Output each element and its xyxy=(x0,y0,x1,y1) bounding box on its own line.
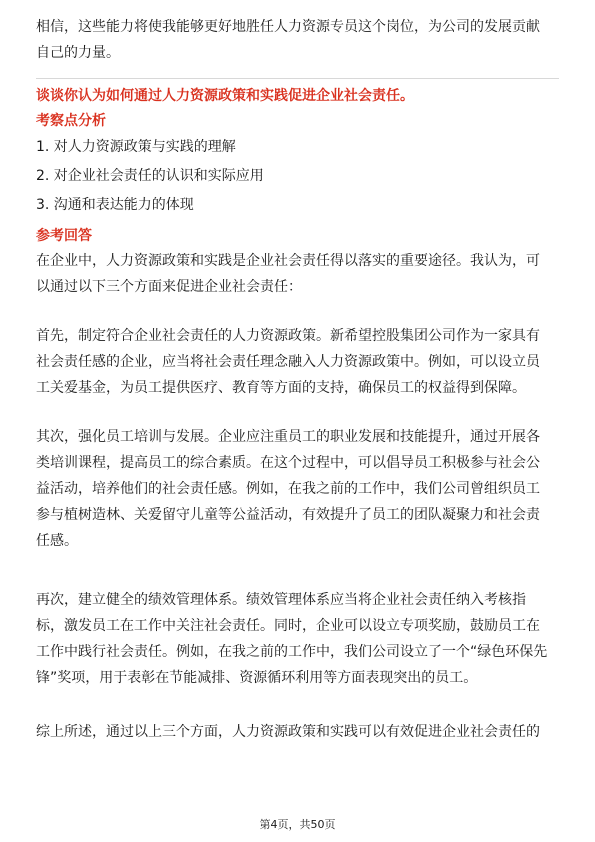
analysis-heading: 考察点分析 xyxy=(36,113,106,129)
document-page xyxy=(36,14,559,745)
text-line: 工关爱基金，为员工提供医疗、教育等方面的支持，确保员工的权益得到保障。 xyxy=(36,380,526,396)
list-item: 1. 对人力资源政策与实践的理解 xyxy=(36,139,236,155)
question-title: 谈谈你认为如何通过人力资源政策和实践促进企业社会责任。 xyxy=(36,88,414,104)
section-divider xyxy=(36,78,559,79)
list-item: 3. 沟通和表达能力的体现 xyxy=(36,197,194,213)
list-item: 2. 对企业社会责任的认识和实际应用 xyxy=(36,168,264,184)
intro-paragraph xyxy=(36,14,559,66)
text-line: 在企业中，人力资源政策和实践是企业社会责任得以落实的重要途径。我认为，可 xyxy=(36,253,540,269)
answer-heading: 参考回答 xyxy=(36,228,92,244)
page-footer: 第4页，共50页 xyxy=(259,818,336,831)
text-line: 益活动，培养他们的社会责任感。例如，在我之前的工作中，我们公司曾组织员工 xyxy=(36,481,540,497)
intro-line: 相信，这些能力将使我能够更好地胜任人力资源专员这个岗位，为公司的发展贡献 xyxy=(36,19,540,35)
text-line: 标，激发员工在工作中关注社会责任。同时，企业可以设立专项奖励，鼓励员工在 xyxy=(36,618,540,634)
text-line: 其次，强化员工培训与发展。企业应注重员工的职业发展和技能提升，通过开展各 xyxy=(36,429,540,445)
intro-line: 自己的力量。 xyxy=(36,45,120,61)
text-line: 综上所述，通过以上三个方面，人力资源政策和实践可以有效促进企业社会责任的 xyxy=(36,724,540,740)
text-line: 以通过以下三个方面来促进企业社会责任： xyxy=(36,279,302,295)
answer-paragraph-4 xyxy=(36,587,559,691)
text-line: 类培训课程，提高员工的综合素质。在这个过程中，可以倡导员工积极参与社会公 xyxy=(36,455,540,471)
text-line: 再次，建立健全的绩效管理体系。绩效管理体系应当将企业社会责任纳入考核指 xyxy=(36,592,526,608)
text-line: 锋”奖项，用于表彰在节能减排、资源循环利用等方面表现突出的员工。 xyxy=(36,670,478,686)
paragraph-gap xyxy=(36,554,559,587)
text-line: 工作中践行社会责任。例如，在我之前的工作中，我们公司设立了一个“绿色环保先 xyxy=(36,644,548,660)
answer-paragraph-1 xyxy=(36,248,559,300)
answer-paragraph-2 xyxy=(36,323,559,401)
paragraph-gap xyxy=(36,300,559,323)
text-line: 社会责任感的企业，应当将社会责任理念融入人力资源政策中。例如，可以设立员 xyxy=(36,354,540,370)
answer-paragraph-3 xyxy=(36,424,559,554)
text-line: 首先，制定符合企业社会责任的人力资源政策。新希望控股集团公司作为一家具有 xyxy=(36,328,540,344)
text-line: 参与植树造林、关爱留守儿童等公益活动，有效提升了员工的团队凝聚力和社会责 xyxy=(36,507,540,523)
paragraph-gap xyxy=(36,691,559,719)
answer-paragraph-5 xyxy=(36,719,559,745)
analysis-list xyxy=(36,133,559,220)
text-line: 任感。 xyxy=(36,533,78,549)
paragraph-gap xyxy=(36,401,559,424)
